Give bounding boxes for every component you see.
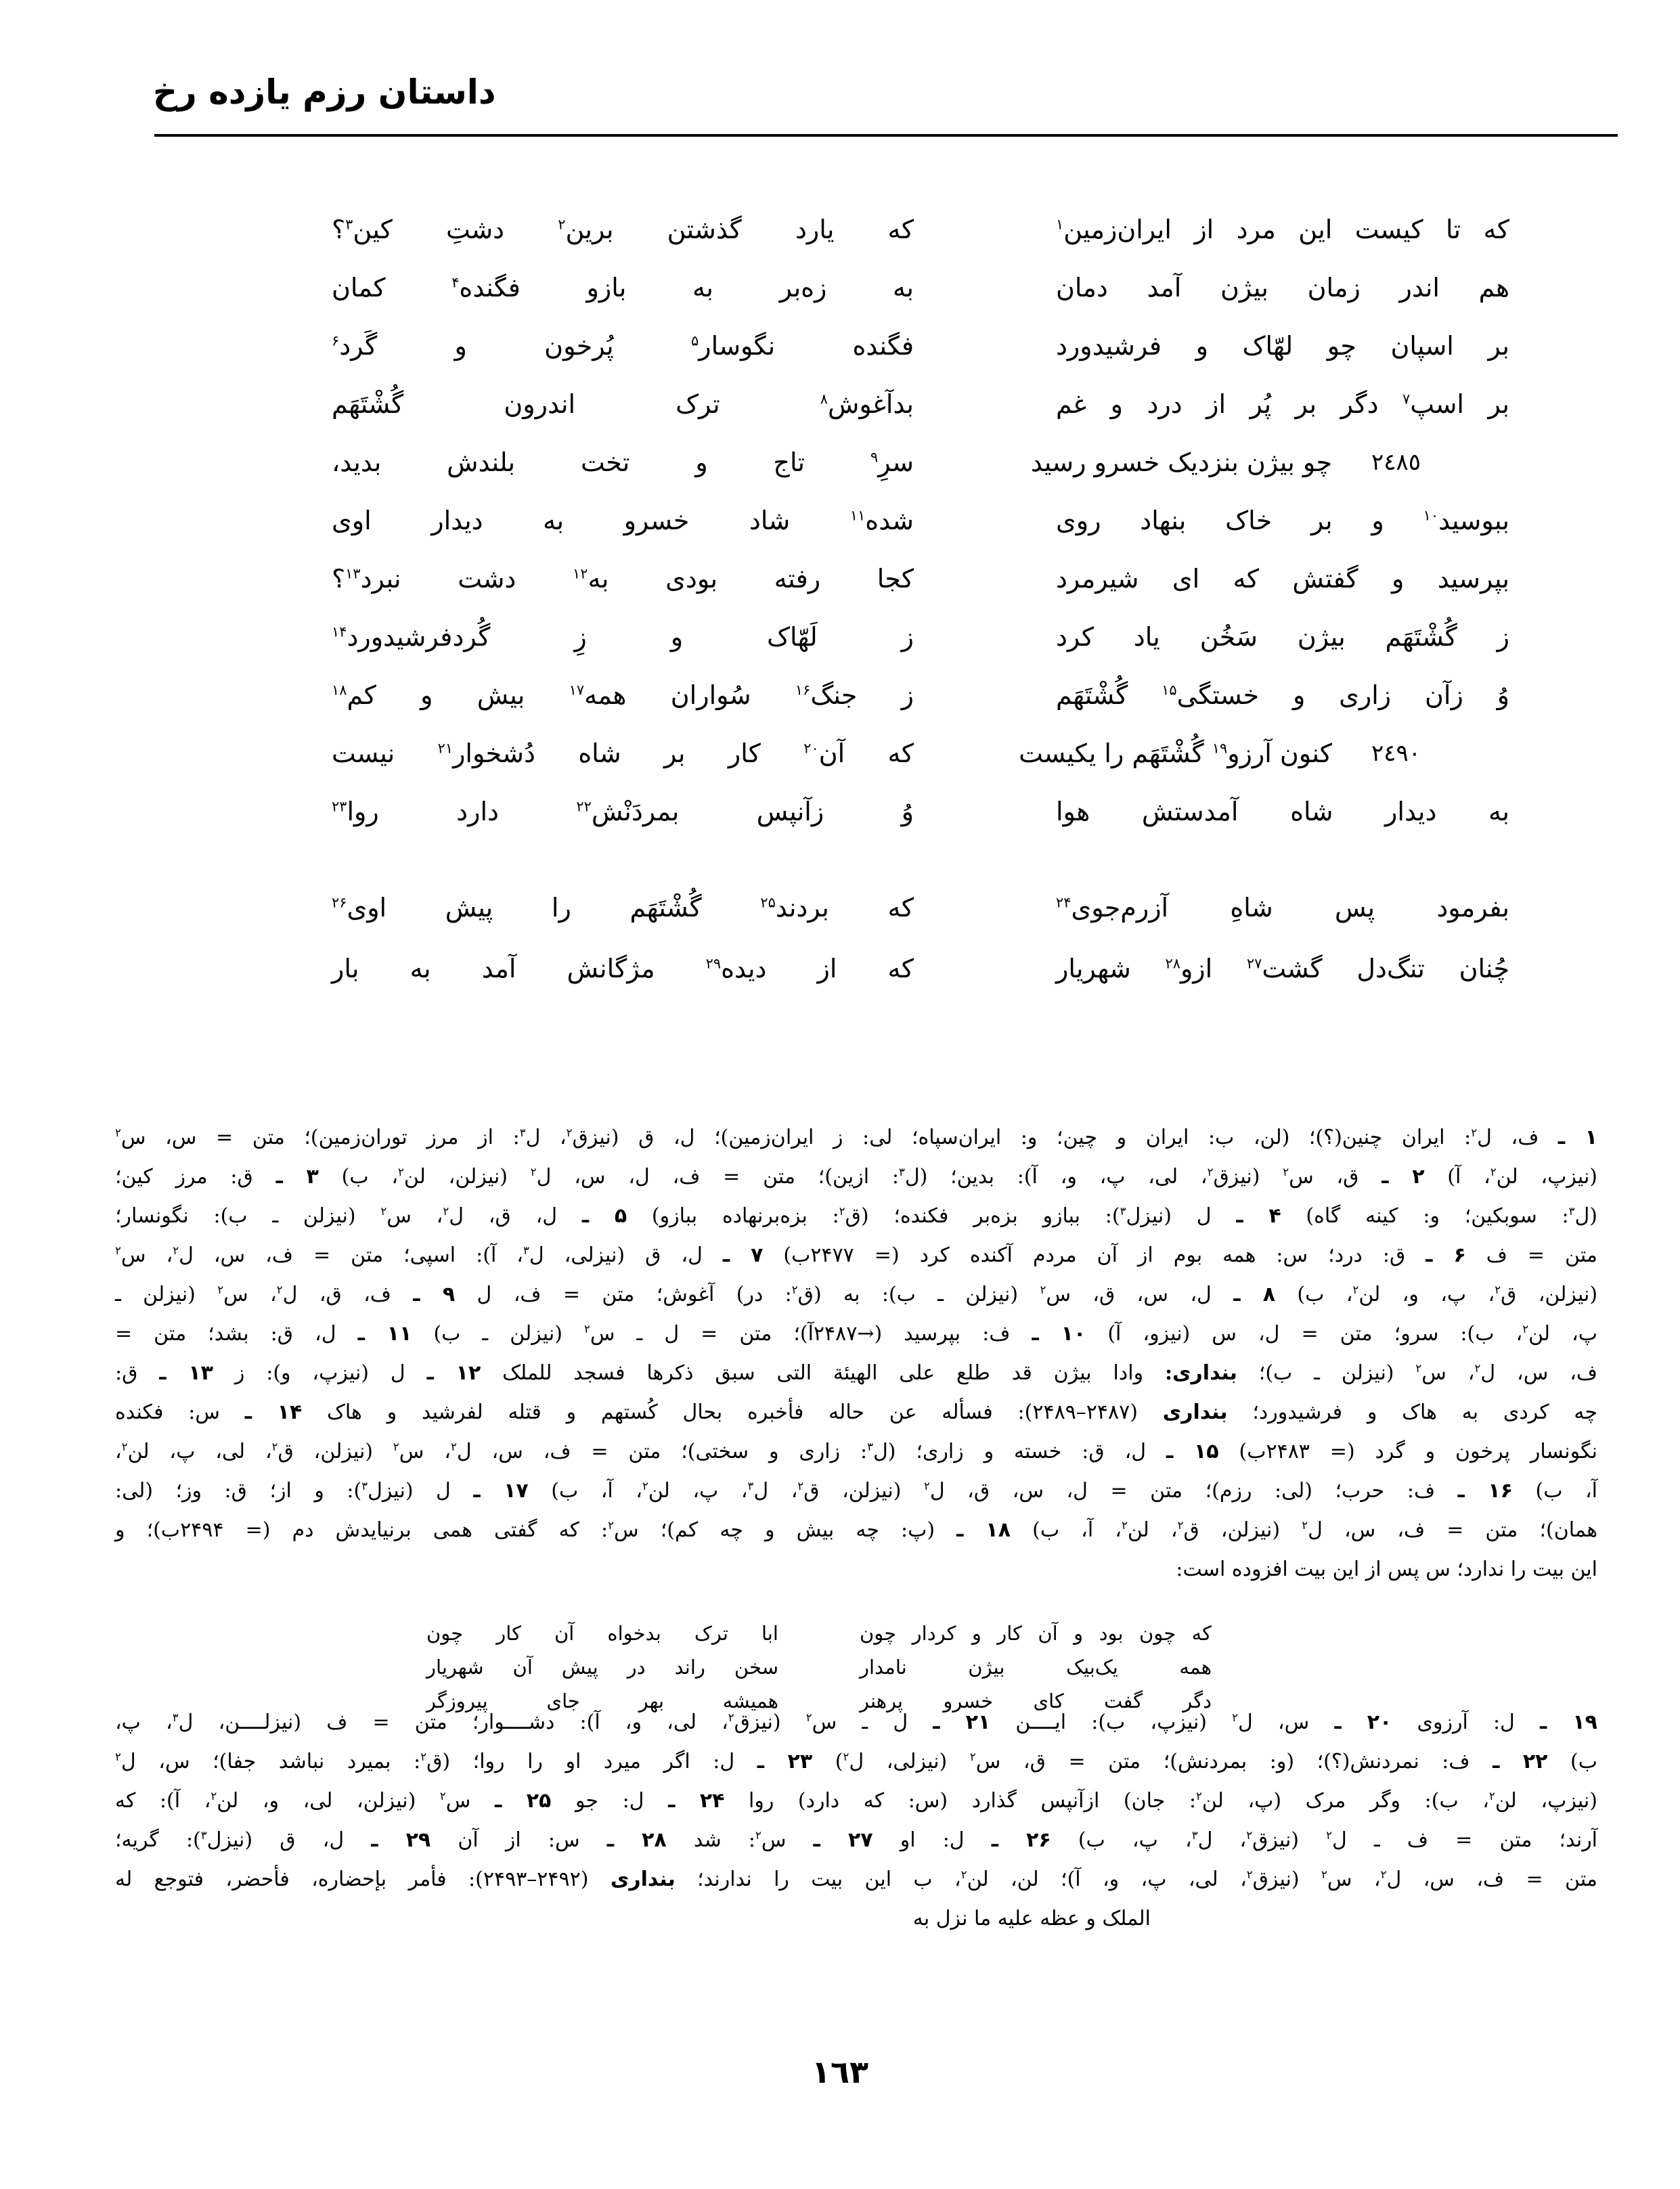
hemistich-gap (914, 491, 1056, 550)
hemistich-gap (914, 317, 1056, 375)
poem-couplet (332, 724, 1509, 782)
verse-number: ٢٤٨٥ (1371, 449, 1421, 476)
hemistich-left: شده$^{۱۱}$ شاد خسرو به دیدار اوی (332, 506, 914, 535)
apparatus-line: ۱۹ ـ ل: آرزوی ۲۰ ـ س، ل$^۲$ (نیزپ، ب): ایــــن ۲۱ ـ ل ـ س$^۲$ (نیزق$^۲$، لی، و، آ): دشــــوار؛ متن = ف (نیزلــــن، ل$^۳$، پ، (115, 1710, 1597, 1734)
apparatus-line: آ، ب) ۱۶ ـ ف: حرب؛ (لی: رزم)؛ متن = ل، س، ق، ل$^۲$ (نیزلن، ق$^۲$، ل$^۳$، پ، لن$^۲$، آ، ب) ۱۷ ـ ل (نیزل$^۳$): و از؛ ق: وز؛ (لی: (115, 1479, 1597, 1503)
added-verse-left: همیشه بهر جای پیروزگر (426, 1689, 778, 1712)
apparatus-line: (نیزپ، لن$^۲$، ب): وگر مرک (پ، لن$^۲$: جان) ازآنپس گذارد (س: که دارد) روا ۲۴ ـ ل: جو ۲۵ ـ س$^۲$ (نیزلن، لی، و، لن$^۲$، آ): که (115, 1789, 1597, 1813)
hemistich-gap (914, 259, 1056, 317)
poem-couplet (332, 666, 1509, 724)
hemistich-right: کنون آرزو$^{۱۹}$ گُشْتَهَم را یکیست (1019, 738, 1332, 768)
hemistich-right: که تا کیست این مرد از ایران‌زمین$^۱$ (1056, 215, 1509, 244)
hemistich-gap (914, 724, 1056, 782)
apparatus-line: (ل$^۳$: سوبکین؛ و: کینه گاه) ۴ ـ ل (نیزل$^۳$): ببازو بزه‌بر فکنده؛ (ق$^۲$: بزه‌برنهاده ببازو) ۵ ـ ل، ق، ل$^۲$، س$^۲$ (نیزلن ـ ب): نگونسار؛ (115, 1204, 1598, 1228)
added-verse-right: دگر گفت کای خسرو پرهنر (860, 1689, 1212, 1712)
added-verse-couplet (426, 1650, 1212, 1684)
apparatus-line: (نیزپ، لن$^۲$، آ) ۲ ـ ق، س$^۲$ (نیزق$^۲$، لی، پ، و، آ): بدین؛ (ل$^۳$: ازین)؛ متن = ف، ل، س، ل$^۲$ (نیزلن، لن$^۲$، ب) ۳ ـ ق: مرز کین؛ (115, 1165, 1598, 1189)
apparatus-notes-lower (115, 1703, 1597, 1939)
poem-couplet (332, 491, 1509, 550)
poem-couplet (332, 550, 1509, 608)
apparatus-line: نگونسار پرخون و گرد (= ۲۴۸۳ب) ۱۵ ـ ل، ق: خسته و زاری؛ (ل$^۳$: زاری و سختی)؛ متن = ف، س، ل$^۲$، س$^۲$ (نیزلن، ق$^۲$، لی، پ، لن$^۲$، (115, 1440, 1598, 1463)
apparatus-line: متن = ف ۶ ـ ق: درد؛ س: همه بوم از آن مردم آکنده کرد (= ۲۴۷۷ب) ۷ ـ ل، ق (نیزلی، ل$^۳$، آ): اسپی؛ متن = ف، س، ل$^۲$، س$^۲$ (115, 1243, 1597, 1267)
hemistich-gap (914, 375, 1056, 433)
hemistich-gap (914, 666, 1056, 724)
hemistich-right: بر اسپان چو لهّاک و فرشیدورد (1056, 331, 1509, 361)
hemistich-right: بر اسپ$^۷$ دگر بر پُر از درد و غم (1056, 389, 1509, 419)
apparatus-line: (نیزلن، ق$^۲$، پ، و، لن$^۲$، ب) ۸ ـ ل، س، ق، س$^۲$ (نیزلن ـ ب): به (ق$^۲$: در) آغوش؛ متن = ف، ل ۹ ـ ف، ق، ل$^۲$، س$^۲$ (نیزلن ـ (115, 1283, 1598, 1306)
hemistich-left: ز لَهّاک و زِ گُردفرشیدورد$^{۱۴}$ (332, 622, 914, 652)
apparatus-notes-upper (115, 1118, 1597, 1589)
added-verse-gap (778, 1616, 860, 1650)
poem-couplet (332, 877, 1509, 938)
page-number: ١٦٣ (811, 2054, 869, 2090)
hemistich-left: کجا رفته بودی به$^{۱۲}$ دشت نبرد$^{۱۳}$؟ (332, 564, 914, 594)
hemistich-left: که بردند$^{۲۵}$ گُشْتَهَم را پیش اوی$^{۲۶}$ (332, 893, 914, 923)
apparatus-line: چه کردی به هاک و فرشیدورد؛ بنداری (۲۴۸۷–۲۴۸۹): فسأله عن حاله فأخبره بحال کُستهم و قتله لفرشید و هاک ۱۴ ـ س: فکنده (115, 1400, 1597, 1424)
added-verse-gap (778, 1650, 860, 1684)
hemistich-right: بپرسید و گفتش که ای شیرمرد (1056, 564, 1509, 594)
apparatus-line: این بیت را ندارد؛ س پس از این بیت افزوده است: (1176, 1557, 1597, 1581)
hemistich-gap (914, 550, 1056, 608)
hemistich-left: که یارد گذشتن برین$^۲$ دشتِ کین$^۳$؟ (332, 215, 914, 244)
hemistich-left: به زه‌بر به بازو فگنده$^۴$ کمان (332, 273, 914, 303)
hemistich-right: به دیدار شاه آمدستش هوا (1056, 797, 1509, 826)
added-verse-left: ابا ترک بدخواه آن کار چون (426, 1622, 778, 1645)
hemistich-left: که از دیده$^{۲۹}$ مژگانش آمد به بار (332, 954, 914, 983)
poem-couplet (332, 433, 1509, 491)
hemistich-right: چُنان تنگ‌دل گشت$^{۲۷}$ ازو$^{۲۸}$ شهریار (1056, 954, 1510, 983)
hemistich-left: که آن$^{۲۰}$ کار بر شاه دُشخوار$^{۲۱}$ نیست (332, 738, 914, 768)
added-verse-right: که چون بود و آن کار و کردار چون (860, 1622, 1212, 1645)
added-verse-couplet (426, 1616, 1212, 1650)
hemistich-gap (914, 200, 1056, 259)
apparatus-line: همان)؛ متن = ف، س، ل$^۲$ (نیزلن، ق$^۲$، لن$^۲$، آ، ب) ۱۸ ـ (پ: چه بیش و چه کم)؛ س$^۲$: که گفتی همی برنیایدش دم (= ۲۴۹۴ب)؛ و (115, 1518, 1598, 1542)
apparatus-line: ب) ۲۲ ـ ف: نمردنش(؟)؛ (و: بمردنش)؛ متن = ق، س$^۲$ (نیزلی، ل$^۲$) ۲۳ ـ ل: اگر میرد او را روا؛ (ق$^۲$: بمیرد نباشد جفا)؛ س، ل$^۲$ (115, 1750, 1598, 1773)
poem-couplet (332, 782, 1509, 841)
added-verse-right: همه یک‌بیک بیژن نامدار (860, 1656, 1212, 1679)
poem-couplet (332, 608, 1509, 666)
hemistich-right: ز گُشْتَهَم بیژن سَخُن یاد کرد (1056, 622, 1509, 652)
hemistich-gap (914, 433, 1056, 491)
added-verse-left: سخن راند در پیش آن شهریار (426, 1656, 778, 1679)
hemistich-gap (914, 938, 1056, 999)
poem-couplet (332, 317, 1509, 375)
hemistich-left: وُ زآنپس بمردَنْش$^{۲۲}$ دارد روا$^{۲۳}$ (332, 797, 914, 826)
apparatus-line: متن = ف، س، ل$^۲$، س$^۲$ (نیزق$^۲$، لی، پ، و، آ)؛ لن، لن$^۲$، ب این بیت را ندارند؛ بنداری (۲۴۹۲–۲۴۹۳): فأمر بإحضاره، فأحضر، فتوجع له (115, 1867, 1597, 1891)
poem-couplet (332, 259, 1509, 317)
apparatus-line: ۱ ـ ف، ل$^۲$: ایران چنین(؟)؛ (لن، ب: ایران و چین؛ و: ایران‌سپاه؛ لی: ز ایران‌زمین)؛ ل، ق (نیزق$^۲$، ل$^۳$: از مرز توران‌زمین)؛ متن = س، س$^۲$ (115, 1126, 1598, 1149)
hemistich-right: وُ زآن زاری و خستگی$^{۱۵}$ گُشْتَهَم (1056, 680, 1510, 710)
poem-block-1 (332, 200, 1509, 841)
verse-number: ٢٤٩٠ (1371, 740, 1421, 767)
apparatus-line: آرند؛ متن = ف ـ ل$^۲$ (نیزق$^۲$، ل$^۳$، پ، ب) ۲۶ ـ ل: او ۲۷ ـ س$^۲$: شد ۲۸ ـ س: از آن ۲۹ ـ ل، ق (نیزل$^۳$): گریه؛ (115, 1828, 1598, 1852)
poem-couplet (332, 200, 1509, 259)
apparatus-line: ف، س، ل$^۲$، س$^۲$ (نیزلن ـ ب)؛ بنداری: وادا بیژن قد طلع علی الهیئة التی سبق ذکرها فسجد للملک ۱۲ ـ ل (نیزپ، و): ز ۱۳ ـ ق: (115, 1361, 1598, 1385)
poem-couplet (332, 938, 1509, 999)
hemistich-left: ز جنگ$^{۱۶}$ سُواران همه$^{۱۷}$ بیش و کم$^{۱۸}$ (332, 680, 914, 710)
hemistich-left: فگنده نگوسار$^۵$ پُرخون و گَرد$^۶$ (332, 331, 914, 361)
hemistich-gap (914, 608, 1056, 666)
poem-block-2 (332, 877, 1509, 999)
hemistich-right: بفرمود پس شاهِ آزرم‌جوی$^{۲۴}$ (1056, 893, 1509, 923)
hemistich-right: چو بیژن بنزدیک خسرو رسید (1030, 447, 1332, 477)
hemistich-right: هم اندر زمان بیژن آمد دمان (1056, 273, 1509, 303)
page-title: داستان رزم یازده رخ (153, 72, 496, 112)
hemistich-gap (914, 782, 1056, 841)
hemistich-right: ببوسید$^{۱۰}$ و بر خاک بنهاد روی (1056, 506, 1509, 535)
poem-couplet (332, 375, 1509, 433)
hemistich-gap (914, 877, 1056, 938)
hemistich-left: سرِ$^۹$ تاج و تخت بلندش بدید، (332, 447, 914, 477)
apparatus-line: پ، لن$^۲$، ب): سرو؛ متن = ل، س (نیزو، آ) ۱۰ ـ ف: بپرسید (→۲۴۸۷آ)؛ متن = ل ـ س$^۲$ (نیزلن ـ ب) ۱۱ ـ ل، ق: بشد؛ متن = (115, 1322, 1598, 1346)
header-divider (154, 134, 1618, 137)
apparatus-tail-line: الملک و عظه علیه ما نزل به (912, 1907, 1151, 1930)
hemistich-left: بدآغوش$^۸$ ترک اندرون گُشْتَهَم (332, 389, 914, 419)
